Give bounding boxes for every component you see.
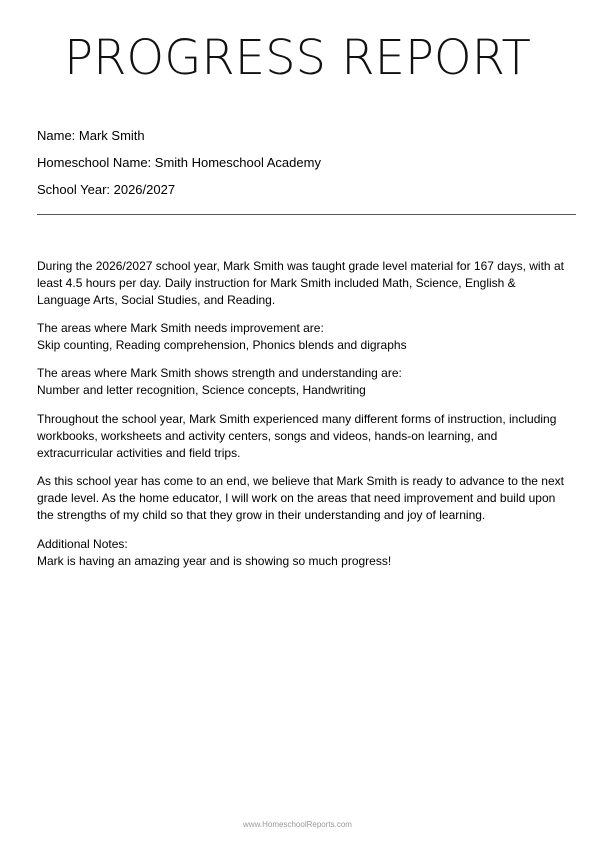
notes-heading: Additional Notes: [37, 537, 128, 551]
strength-section [37, 365, 567, 399]
summary-paragraph: During the 2026/2027 school year, Mark Smith was taught grade level material for 167 days, with at least 4.5 hours per day. Daily instruction for Mark Smith included Math, Science, English & Language Arts, Social Studies, and Reading. [37, 259, 564, 307]
footer-website: www.HomeschoolReports.com [243, 820, 352, 829]
homeschool-name: Homeschool Name: Smith Homeschool Academy [37, 155, 321, 170]
student-name: Name: Mark Smith [37, 128, 145, 143]
notes-section [37, 536, 567, 570]
page-title: PROGRESS REPORT [64, 30, 531, 86]
improvement-list: Skip counting, Reading comprehension, Phonics blends and digraphs [37, 338, 407, 352]
strength-list: Number and letter recognition, Science concepts, Handwriting [37, 383, 366, 397]
advancement-paragraph: As this school year has come to an end, we believe that Mark Smith is ready to advance to the next grade level. As the home educator, I will work on the areas that need improvement and build upon the strengths of my child so that they grow in their understanding and joy of learning. [37, 474, 564, 522]
improvement-section [37, 320, 567, 354]
notes-text: Mark is having an amazing year and is showing so much progress! [37, 554, 392, 568]
school-year: School Year: 2026/2027 [37, 182, 176, 197]
improvement-heading: The areas where Mark Smith needs improvement are: [37, 321, 324, 335]
instruction-paragraph: Throughout the school year, Mark Smith experienced many different forms of instruction, including workbooks, worksheets and activity centers, songs and videos, hands-on learning, and extracurricular activities and field trips. [37, 412, 557, 460]
strength-heading: The areas where Mark Smith shows strength and understanding are: [37, 366, 402, 380]
header-divider [37, 214, 576, 215]
